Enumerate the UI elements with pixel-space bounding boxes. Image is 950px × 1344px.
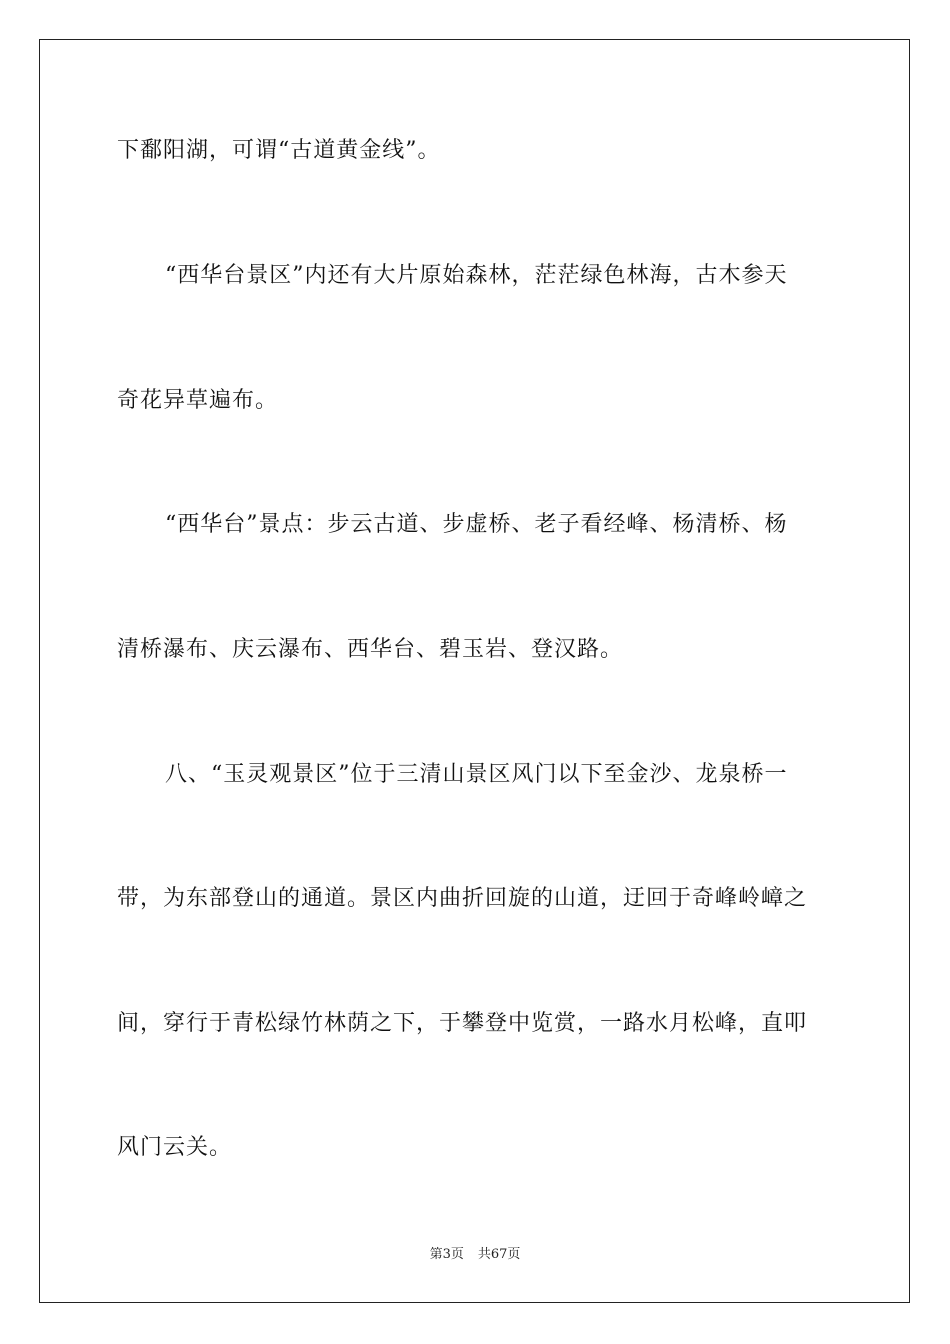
current-page-label: 第3页 [429,1247,464,1262]
paragraph-line-2: “西华台景区”内还有大片原始森林，茫茫绿色林海，古木参天 [165,263,788,288]
paragraph-line-1: 下鄱阳湖，可谓“古道黄金线”。 [117,138,441,163]
paragraph-line-4: “西华台”景点：步云古道、步虚桥、老子看经峰、杨清桥、杨 [165,512,788,537]
paragraph-line-3: 奇花异草遍布。 [117,388,279,413]
total-pages-label: 共67页 [477,1247,521,1262]
paragraph-line-8: 间，穿行于青松绿竹林荫之下，于攀登中览赏，一路水月松峰，直叩 [117,1011,808,1036]
page-footer [0,1246,950,1264]
page-border [39,39,910,1303]
paragraph-line-5: 清桥瀑布、庆云瀑布、西华台、碧玉岩、登汉路。 [117,637,624,662]
paragraph-line-9: 风门云关。 [117,1135,233,1160]
paragraph-line-6: 八、“玉灵观景区”位于三清山景区风门以下至金沙、龙泉桥一 [165,762,788,787]
paragraph-line-7: 带，为东部登山的通道。景区内曲折回旋的山道，迂回于奇峰岭嶂之 [117,886,808,911]
